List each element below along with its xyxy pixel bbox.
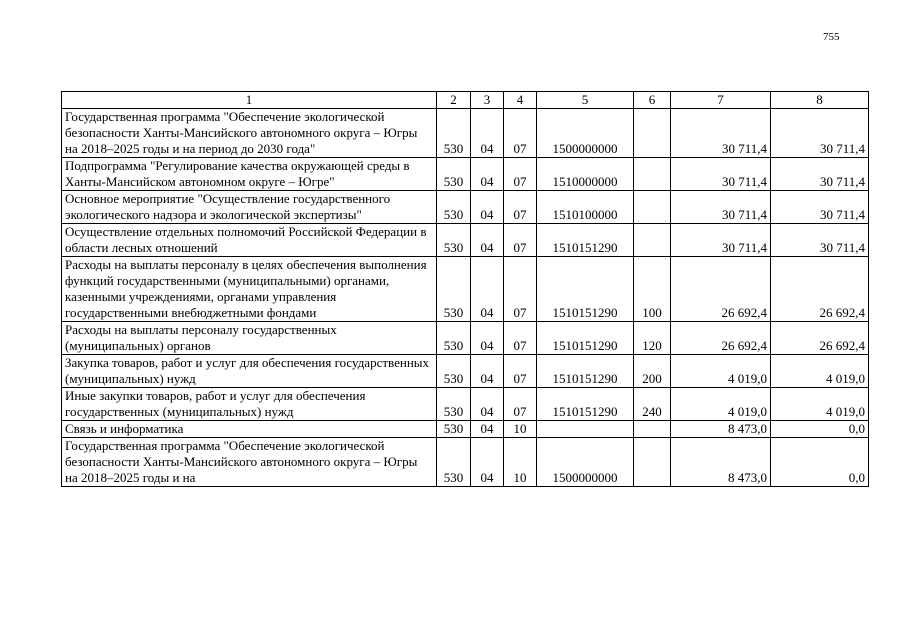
amount-cell: 26 692,4 (771, 257, 869, 322)
row-name-cell: Расходы на выплаты персоналу в целях обеспечения выполнения функций государственными (муниципальными) органами, казенными учреждениями, органами управления государственными внебюджетными фондами (62, 257, 437, 322)
amount-cell: 8 473,0 (671, 421, 771, 438)
admin-code-cell: 530 (437, 355, 471, 388)
amount-cell: 30 711,4 (671, 109, 771, 158)
row-name-cell: Государственная программа "Обеспечение экологической безопасности Ханты-Мансийского автономного округа – Югры на 2018–2025 годы и на период до 2030 года" (62, 109, 437, 158)
amount-cell: 8 473,0 (671, 438, 771, 487)
table-row (62, 158, 869, 191)
column-header: 4 (504, 92, 537, 109)
page-number: 755 (823, 31, 840, 43)
subsection-cell: 07 (504, 191, 537, 224)
table-row (62, 355, 869, 388)
subsection-cell: 07 (504, 388, 537, 421)
table-row (62, 421, 869, 438)
subsection-cell: 07 (504, 224, 537, 257)
table-row (62, 257, 869, 322)
amount-cell: 30 711,4 (671, 224, 771, 257)
section-cell: 04 (471, 421, 504, 438)
table-row (62, 191, 869, 224)
target-article-cell: 1510151290 (537, 257, 634, 322)
row-name-cell: Осуществление отдельных полномочий Российской Федерации в области лесных отношений (62, 224, 437, 257)
amount-cell: 30 711,4 (771, 191, 869, 224)
column-header: 8 (771, 92, 869, 109)
amount-cell: 0,0 (771, 438, 869, 487)
expense-type-cell: 240 (634, 388, 671, 421)
admin-code-cell: 530 (437, 224, 471, 257)
section-cell: 04 (471, 257, 504, 322)
amount-cell: 30 711,4 (671, 191, 771, 224)
section-cell: 04 (471, 158, 504, 191)
amount-cell: 30 711,4 (671, 158, 771, 191)
admin-code-cell: 530 (437, 257, 471, 322)
amount-cell: 4 019,0 (771, 355, 869, 388)
admin-code-cell: 530 (437, 388, 471, 421)
target-article-cell: 1510151290 (537, 355, 634, 388)
row-name-cell: Подпрограмма "Регулирование качества окружающей среды в Ханты-Мансийском автономном округе – Югре" (62, 158, 437, 191)
expense-type-cell (634, 421, 671, 438)
section-cell: 04 (471, 388, 504, 421)
section-cell: 04 (471, 438, 504, 487)
subsection-cell: 07 (504, 109, 537, 158)
target-article-cell: 1500000000 (537, 109, 634, 158)
table-body (62, 109, 869, 487)
admin-code-cell: 530 (437, 421, 471, 438)
section-cell: 04 (471, 355, 504, 388)
row-name-cell: Связь и информатика (62, 421, 437, 438)
section-cell: 04 (471, 322, 504, 355)
subsection-cell: 07 (504, 158, 537, 191)
target-article-cell: 1510151290 (537, 224, 634, 257)
expense-type-cell (634, 224, 671, 257)
expense-type-cell (634, 191, 671, 224)
expense-type-cell: 120 (634, 322, 671, 355)
row-name-cell: Иные закупки товаров, работ и услуг для обеспечения государственных (муниципальных) нужд (62, 388, 437, 421)
amount-cell: 26 692,4 (771, 322, 869, 355)
row-name-cell: Основное мероприятие "Осуществление государственного экологического надзора и экологической экспертизы" (62, 191, 437, 224)
row-name-cell: Расходы на выплаты персоналу государственных (муниципальных) органов (62, 322, 437, 355)
target-article-cell: 1510151290 (537, 388, 634, 421)
row-name-cell: Закупка товаров, работ и услуг для обеспечения государственных (муниципальных) нужд (62, 355, 437, 388)
subsection-cell: 07 (504, 257, 537, 322)
subsection-cell: 07 (504, 322, 537, 355)
amount-cell: 4 019,0 (671, 388, 771, 421)
amount-cell: 26 692,4 (671, 322, 771, 355)
row-name-cell: Государственная программа "Обеспечение экологической безопасности Ханты-Мансийского автономного округа – Югры на 2018–2025 годы и на (62, 438, 437, 487)
section-cell: 04 (471, 109, 504, 158)
section-cell: 04 (471, 191, 504, 224)
amount-cell: 0,0 (771, 421, 869, 438)
amount-cell: 30 711,4 (771, 109, 869, 158)
subsection-cell: 10 (504, 438, 537, 487)
expense-type-cell: 100 (634, 257, 671, 322)
amount-cell: 4 019,0 (671, 355, 771, 388)
expense-type-cell (634, 158, 671, 191)
column-header: 1 (62, 92, 437, 109)
target-article-cell: 1510151290 (537, 322, 634, 355)
table-row (62, 224, 869, 257)
target-article-cell (537, 421, 634, 438)
admin-code-cell: 530 (437, 158, 471, 191)
amount-cell: 26 692,4 (671, 257, 771, 322)
table-row (62, 388, 869, 421)
amount-cell: 30 711,4 (771, 224, 869, 257)
column-header: 5 (537, 92, 634, 109)
target-article-cell: 1500000000 (537, 438, 634, 487)
expense-type-cell (634, 438, 671, 487)
section-cell: 04 (471, 224, 504, 257)
column-header: 2 (437, 92, 471, 109)
budget-table (61, 91, 869, 487)
table-row (62, 438, 869, 487)
column-header: 6 (634, 92, 671, 109)
table-row (62, 322, 869, 355)
subsection-cell: 07 (504, 355, 537, 388)
amount-cell: 30 711,4 (771, 158, 869, 191)
column-header: 7 (671, 92, 771, 109)
target-article-cell: 1510100000 (537, 191, 634, 224)
table-header-row (62, 92, 869, 109)
table-row (62, 109, 869, 158)
amount-cell: 4 019,0 (771, 388, 869, 421)
target-article-cell: 1510000000 (537, 158, 634, 191)
subsection-cell: 10 (504, 421, 537, 438)
admin-code-cell: 530 (437, 191, 471, 224)
admin-code-cell: 530 (437, 109, 471, 158)
expense-type-cell: 200 (634, 355, 671, 388)
expense-type-cell (634, 109, 671, 158)
admin-code-cell: 530 (437, 438, 471, 487)
column-header: 3 (471, 92, 504, 109)
admin-code-cell: 530 (437, 322, 471, 355)
